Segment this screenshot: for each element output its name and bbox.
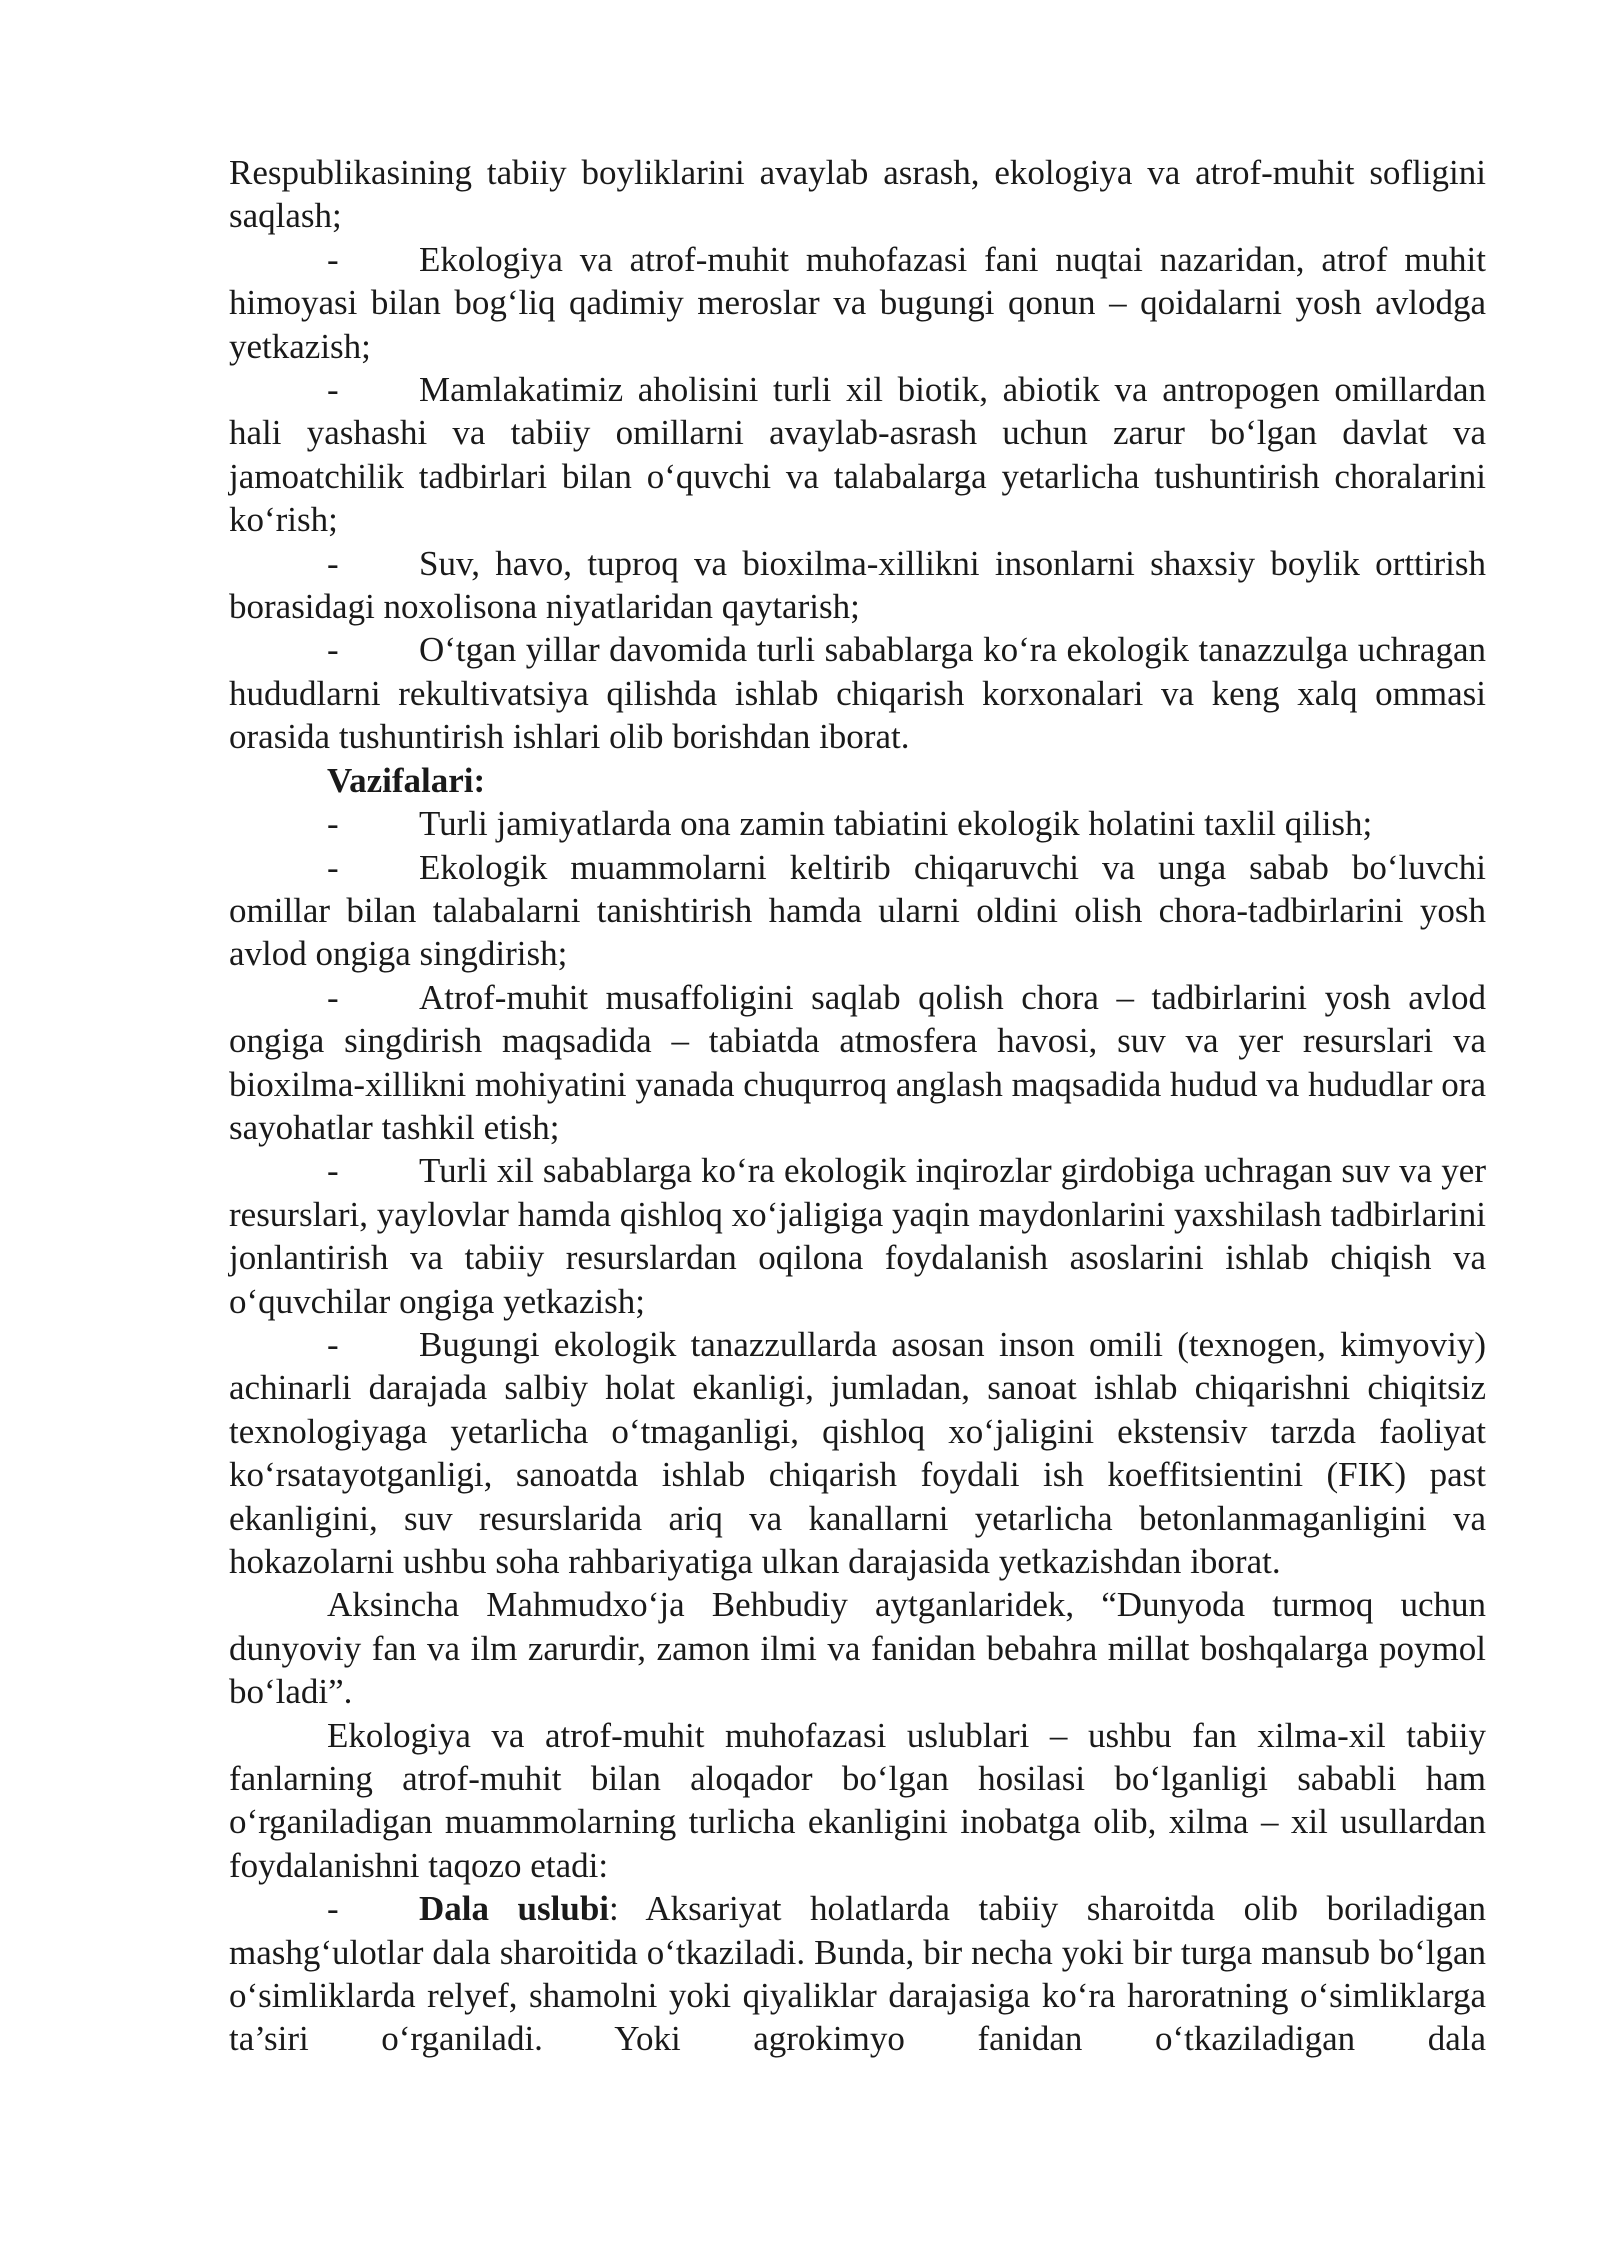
goal-item (229, 628, 1486, 758)
list-dash: - (327, 630, 339, 670)
intro-paragraph: Respublikasining tabiiy boyliklarini avaylab asrash, ekologiya va atrof-muhit sofligini saqlash; (229, 153, 1486, 236)
goal-text: Ekologiya va atrof-muhit muhofazasi fani nuqtai nazaridan, atrof muhit himoyasi bilan bog‘liq qadimiy meroslar va bugungi qonun – qoidalarni yosh avlodga yetkazish; (229, 239, 1486, 366)
task-text: Ekologik muammolarni keltirib chiqaruvchi va unga sabab bo‘luvchi omillar bilan talabalarni tanishtirish hamda ularni oldini olish chora-tadbirlarini yosh avlod ongiga singdirish; (229, 847, 1486, 974)
goal-text: Suv, havo, tuproq va bioxilma-xillikni insonlarni shaxsiy boylik orttirish borasidagi noxolisona niyatlaridan qaytarish; (229, 543, 1486, 627)
field-method-item (229, 1887, 1486, 2061)
goal-text: Mamlakatimiz aholisini turli xil biotik, abiotik va antropogen omillardan hali yashashi va tabiiy omillarni avaylab-asrash uchun zarur bo‘lgan davlat va jamoatchilik tadbirlari bilan o‘quvchi va talabalarga yetarlicha tushuntirish choralarini ko‘rish; (229, 370, 1486, 540)
list-dash: - (327, 370, 339, 410)
field-method-text: Aksariyat holatlarda tabiiy sharoitda olib boriladigan mashg‘ulotlar dala sharoitida o‘tkaziladi. Bunda, bir necha yoki bir turga mansub bo‘lgan o‘simliklarda relyef, shamolni yoki qiyaliklar darajasiga ko‘ra haroratning o‘simliklarga ta’siri o‘rganiladi. Yoki agrokimyo fanidan o‘tkaziladigan dala (229, 1889, 1487, 2059)
tasks-heading: Vazifalari: (327, 760, 486, 800)
task-item (229, 802, 1486, 845)
task-item (229, 846, 1486, 976)
task-item (229, 1323, 1486, 1583)
task-item (229, 1149, 1486, 1323)
list-dash: - (327, 543, 339, 583)
field-method-term: Dala uslubi (419, 1889, 610, 1929)
list-dash: - (327, 804, 339, 844)
goal-text: O‘tgan yillar davomida turli sabablarga ko‘ra ekologik tanazzulga uchragan hududlarni rekultivatsiya qilishda ishlab chiqarish korxonalari va keng xalq ommasi orasida tushuntirish ishlari olib borishdan iborat. (229, 630, 1486, 757)
list-dash: - (327, 977, 339, 1017)
quote-paragraph: Aksincha Mahmudxo‘ja Behbudiy aytganlaridek, “Dunyoda turmoq uchun dunyoviy fan va ilm zarurdir, zamon ilmi va fanidan bebahra millat boshqalarga poymol bo‘ladi”. (229, 1585, 1486, 1712)
task-text: Bugungi ekologik tanazzullarda asosan inson omili (texnogen, kimyoviy) achinarli darajada salbiy holat ekanligi, jumladan, sanoat ishlab chiqarishni chiqitsiz texnologiyaga yetarlicha o‘tmaganligi, qishloq xo‘jaligini ekstensiv tarzda faoliyat ko‘rsatayotganligi, sanoatda ishlab chiqarish foydali ish koeffitsientini (FIK) past ekanligini, suv resurslarida ariq va kanallarni yetarlicha betonlanmaganligini va hokazolarni ushbu soha rahbariyatiga ulkan darajasida yetkazishdan iborat. (229, 1324, 1486, 1581)
task-text: Turli xil sabablarga ko‘ra ekologik inqirozlar girdobiga uchragan suv va yer resurslari, yaylovlar hamda qishloq xo‘jaligiga yaqin maydonlarini yaxshilash tadbirlarini jonlantirish va tabiiy resurslardan oqilona foydalanish asoslarini ishlab chiqish va o‘quvchilar ongiga yetkazish; (229, 1151, 1486, 1321)
field-method-colon: : (609, 1889, 619, 1929)
list-dash: - (327, 239, 339, 279)
goal-item (229, 238, 1486, 368)
document-page (229, 151, 1486, 2061)
task-item (229, 976, 1486, 1150)
task-text: Turli jamiyatlarda ona zamin tabiatini ekologik holatini taxlil qilish; (419, 804, 1373, 844)
goal-item (229, 368, 1486, 542)
task-text: Atrof-muhit musaffoligini saqlab qolish chora – tadbirlarini yosh avlod ongiga singdirish maqsadida – tabiatda atmosfera havosi, suv va yer resurslari va bioxilma-xillikni mohiyatini yanada chuqurroq anglash maqsadida hudud va hududlar ora sayohatlar tashkil etish; (229, 977, 1486, 1147)
list-dash: - (327, 1324, 339, 1364)
list-dash: - (327, 847, 339, 887)
methods-paragraph: Ekologiya va atrof-muhit muhofazasi uslublari – ushbu fan xilma-xil tabiiy fanlarning atrof-muhit bilan aloqador bo‘lgan hosilasi bo‘lganligi sababli ham o‘rganiladigan muammolarning turlicha ekanligini inobatga olib, xilma – xil usullardan foydalanishni taqozo etadi: (229, 1715, 1486, 1885)
goal-item (229, 542, 1486, 629)
list-dash: - (327, 1151, 339, 1191)
list-dash: - (327, 1889, 339, 1929)
